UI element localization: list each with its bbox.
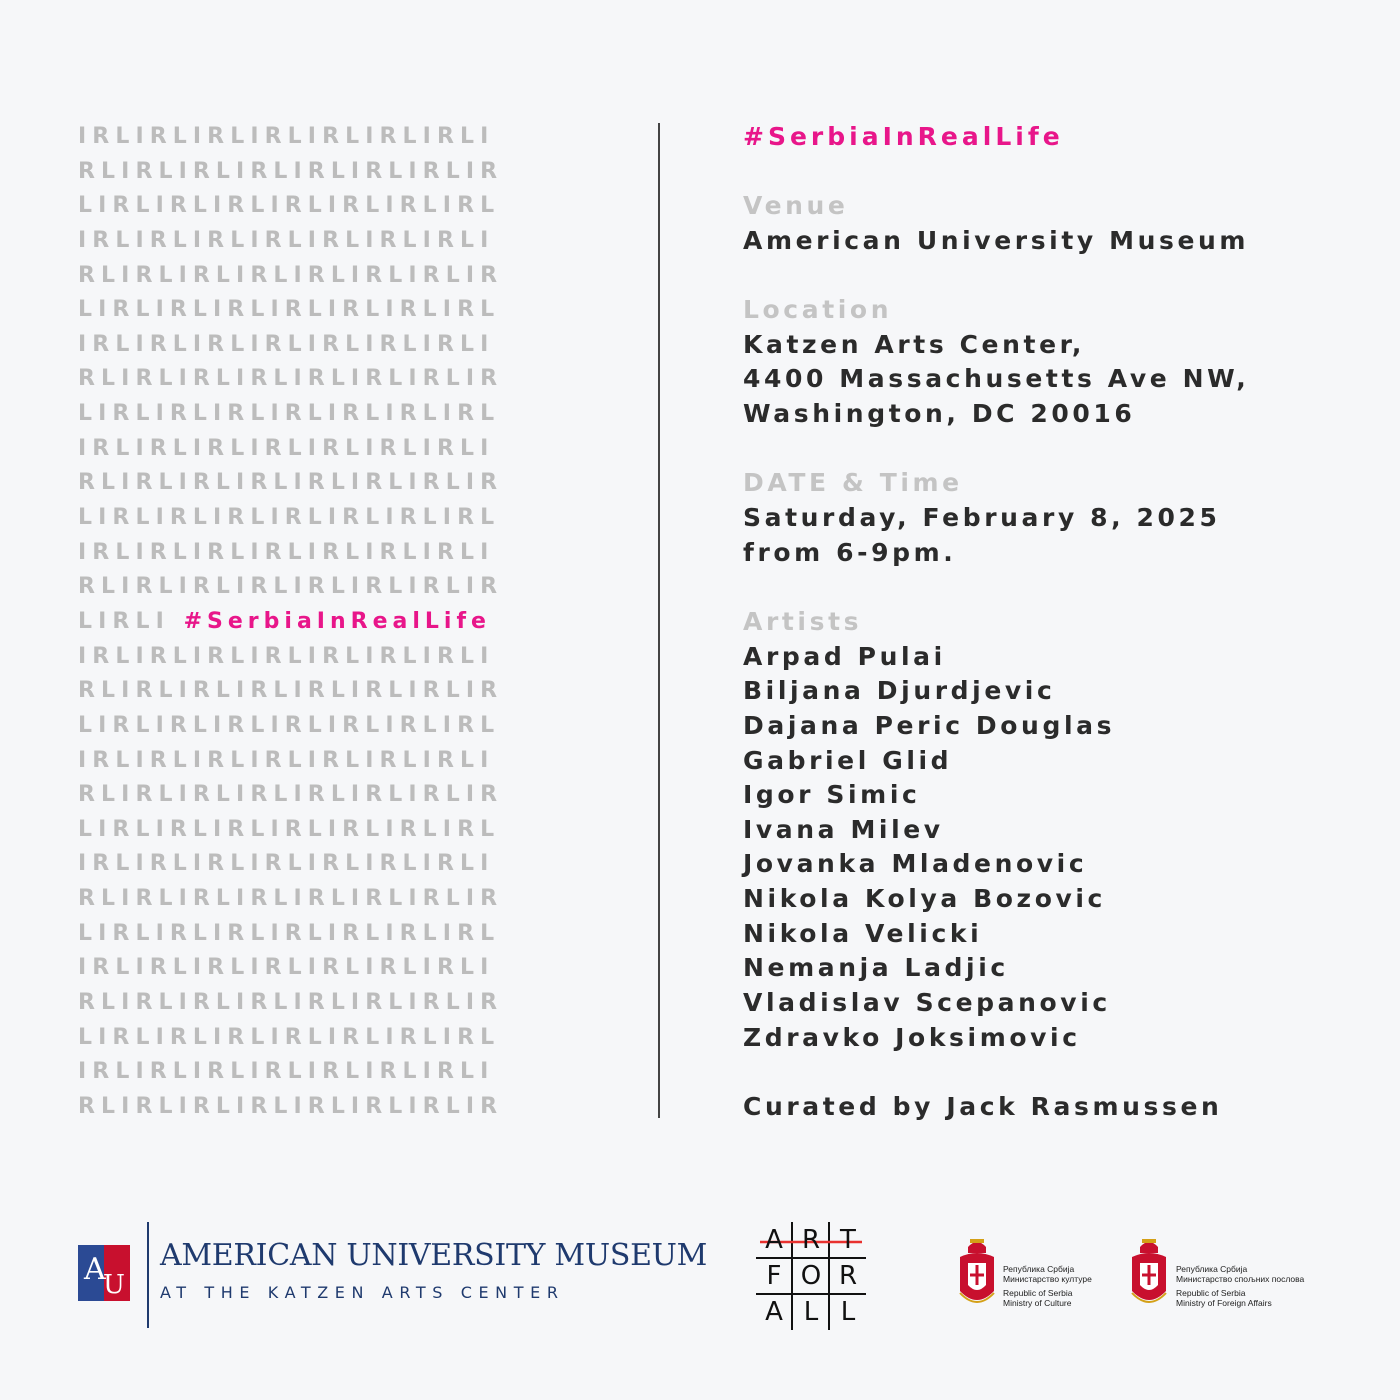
pattern-row: LIRLIRLIRLIRLIRLIRLIRL xyxy=(78,505,501,531)
artist-name: Ivana Milev xyxy=(743,814,944,844)
pattern-row: RLIRLIRLIRLIRLIRLIRLIR xyxy=(78,366,504,392)
foreign-ministry-text: Република Србија Министарство спољних послова Republic of Serbia Ministry of Foreign Affairs xyxy=(1176,1264,1305,1308)
irl-letter-pattern xyxy=(78,120,583,1125)
art-letter: F xyxy=(766,1261,782,1291)
serbia-coat-of-arms-icon xyxy=(956,1235,998,1313)
art-for-all-logo xyxy=(756,1222,866,1330)
au-museum-title: AMERICAN UNIVERSITY MUSEUM xyxy=(160,1238,708,1273)
au-logo-separator xyxy=(147,1222,149,1328)
pattern-row: LIRLIRLIRLIRLIRLIRLIRL xyxy=(78,712,501,738)
artist-name: Biljana Djurdjevic xyxy=(743,676,1056,706)
pattern-row: IRLIRLIRLIRLIRLIRLIRLI xyxy=(78,955,495,981)
pattern-row: LIRLIRLIRLIRLIRLIRLIRL xyxy=(78,297,501,323)
pattern-row: RLIRLIRLIRLIRLIRLIRLIR xyxy=(78,470,504,496)
pattern-row: IRLIRLIRLIRLIRLIRLIRLI xyxy=(78,1059,495,1085)
art-letter: R xyxy=(801,1225,821,1255)
pattern-row: LIRLIRLIRLIRLIRLIRLIRL xyxy=(78,401,501,427)
artist-name: Vladislav Scepanovic xyxy=(743,988,1111,1018)
vertical-divider xyxy=(658,123,660,1118)
curator-credit: Curated by Jack Rasmussen xyxy=(743,1091,1223,1121)
location-line: Katzen Arts Center, xyxy=(743,329,1085,359)
culture-ministry-text: Република Србија Министарство културе Republic of Serbia Ministry of Culture xyxy=(1003,1264,1092,1308)
artists-label: Artists xyxy=(743,606,863,636)
pattern-prefix: LIRLI xyxy=(78,608,184,634)
venue-label: Venue xyxy=(743,191,849,221)
artist-name: Arpad Pulai xyxy=(743,641,946,671)
date-line: Saturday, February 8, 2025 xyxy=(743,503,1221,533)
artist-name: Jovanka Mladenovic xyxy=(743,849,1088,879)
pattern-row: IRLIRLIRLIRLIRLIRLIRLI xyxy=(78,539,495,565)
svg-text:A: A xyxy=(84,1252,106,1287)
pattern-hashtag: #SerbiaInRealLife xyxy=(183,608,491,634)
art-letter: A xyxy=(765,1225,783,1255)
pattern-row: RLIRLIRLIRLIRLIRLIRLIR xyxy=(78,678,504,704)
location-line: Washington, DC 20016 xyxy=(743,399,1136,429)
art-letter: R xyxy=(838,1261,858,1291)
art-letter: T xyxy=(840,1225,856,1255)
pattern-row: RLIRLIRLIRLIRLIRLIRLIR xyxy=(78,158,504,184)
pattern-row-hashtag xyxy=(78,605,583,640)
artist-name: Nemanja Ladjic xyxy=(743,953,1009,983)
pattern-row: IRLIRLIRLIRLIRLIRLIRLI xyxy=(78,851,495,877)
artist-name: Igor Simic xyxy=(743,780,921,810)
pattern-row: IRLIRLIRLIRLIRLIRLIRLI xyxy=(78,331,495,357)
pattern-row: LIRLIRLIRLIRLIRLIRLIRL xyxy=(78,816,501,842)
pattern-row: IRLIRLIRLIRLIRLIRLIRLI xyxy=(78,124,495,149)
event-info xyxy=(743,120,1383,1125)
location-label: Location xyxy=(743,295,893,325)
pattern-row: IRLIRLIRLIRLIRLIRLIRLI xyxy=(78,747,495,773)
artist-name: Dajana Peric Douglas xyxy=(743,710,1116,740)
venue-value: American University Museum xyxy=(743,225,1250,255)
artist-name: Zdravko Joksimovic xyxy=(743,1022,1081,1052)
pattern-row: LIRLIRLIRLIRLIRLIRLIRL xyxy=(78,920,501,946)
art-letter: O xyxy=(800,1261,822,1291)
location-line: 4400 Massachusetts Ave NW, xyxy=(743,364,1250,394)
serbia-coat-of-arms-icon xyxy=(1128,1235,1170,1313)
date-line: from 6-9pm. xyxy=(743,537,957,567)
pattern-row: LIRLIRLIRLIRLIRLIRLIRL xyxy=(78,1024,501,1050)
art-letter: L xyxy=(840,1297,856,1327)
pattern-row: LIRLIRLIRLIRLIRLIRLIRL xyxy=(78,193,501,219)
sponsor-footer xyxy=(0,1200,1400,1360)
pattern-row: RLIRLIRLIRLIRLIRLIRLIR xyxy=(78,990,504,1016)
artist-name: Nikola Velicki xyxy=(743,918,983,948)
hashtag-heading: #SerbiaInRealLife xyxy=(743,122,1064,151)
svg-text:U: U xyxy=(103,1270,125,1300)
pattern-row: RLIRLIRLIRLIRLIRLIRLIR xyxy=(78,782,504,808)
date-label: DATE & Time xyxy=(743,468,963,498)
artist-name: Nikola Kolya Bozovic xyxy=(743,884,1106,914)
pattern-row: RLIRLIRLIRLIRLIRLIRLIR xyxy=(78,886,504,912)
au-museum-subtitle: AT THE KATZEN ARTS CENTER xyxy=(160,1283,565,1302)
pattern-row: RLIRLIRLIRLIRLIRLIRLIR xyxy=(78,262,504,288)
artist-name: Gabriel Glid xyxy=(743,745,953,775)
art-letter: L xyxy=(803,1297,819,1327)
pattern-row: RLIRLIRLIRLIRLIRLIRLIR xyxy=(78,1093,504,1119)
pattern-row: IRLIRLIRLIRLIRLIRLIRLI xyxy=(78,435,495,461)
art-letter: A xyxy=(765,1297,783,1327)
pattern-row: RLIRLIRLIRLIRLIRLIRLIR xyxy=(78,574,504,600)
pattern-row: IRLIRLIRLIRLIRLIRLIRLI xyxy=(78,643,495,669)
au-logo-icon xyxy=(78,1245,130,1301)
pattern-row: IRLIRLIRLIRLIRLIRLIRLI xyxy=(78,227,495,253)
